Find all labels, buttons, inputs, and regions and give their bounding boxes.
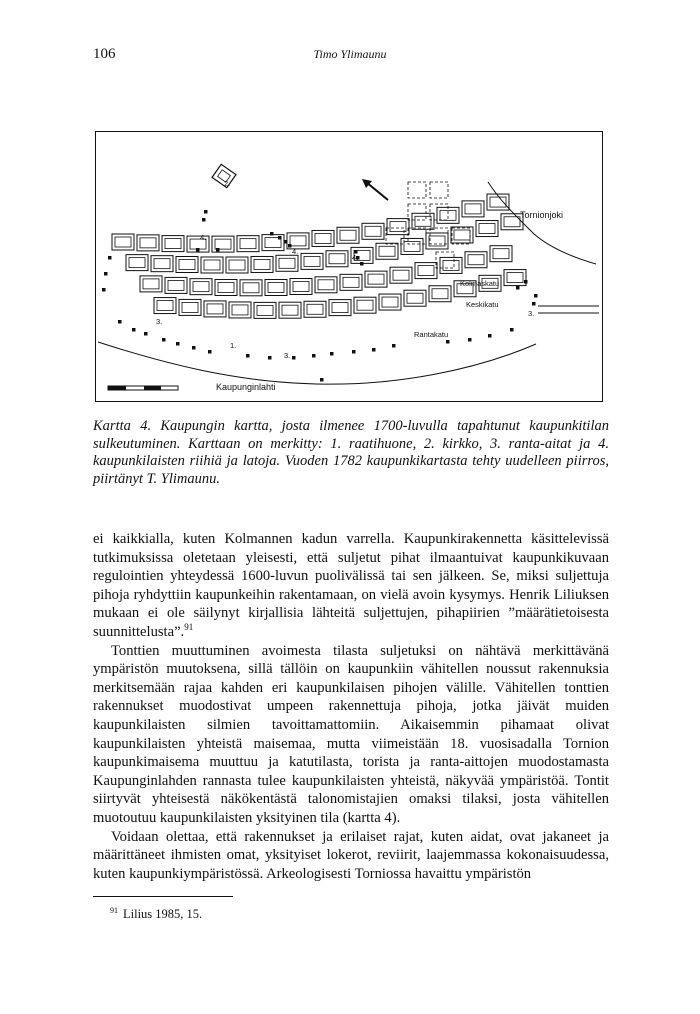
- marker-3-east: 3.: [528, 309, 535, 318]
- block-courtyard: [254, 259, 270, 269]
- building-block: [165, 277, 187, 293]
- block-courtyard: [140, 238, 156, 248]
- block-courtyard: [368, 274, 384, 284]
- hut: [534, 294, 538, 298]
- figure-caption: Kartta 4. Kaupungin kartta, josta ilmenee 1700-luvulla tapahtunut kaupunkitilan sulkeutuminen. Karttaan on merkitty: 1. raatihuone, 2. kirkko, 3. ranta-aitat ja 4. kaupunkilaisten riihiä ja latoja. Vuoden 1782 kaupunkikartasta tehty uudelleen piirros, piirtänyt T. Ylimaunu.: [93, 418, 609, 487]
- block-courtyard: [393, 270, 409, 280]
- hut: [246, 354, 250, 358]
- footnote-text: Lilius 1985, 15.: [123, 907, 203, 922]
- block-courtyard: [429, 236, 445, 246]
- building-block: [265, 279, 287, 295]
- block-courtyard: [293, 282, 309, 292]
- hut: [268, 356, 272, 360]
- building-block: [490, 246, 512, 262]
- building-block: [312, 230, 334, 246]
- building-block: [415, 263, 437, 279]
- building-block: [176, 256, 198, 272]
- building-block: [465, 252, 487, 268]
- block-courtyard: [154, 259, 170, 269]
- north-arrow: [362, 179, 388, 200]
- planned-plot: [408, 204, 426, 220]
- block-courtyard: [268, 282, 284, 292]
- hut: [192, 346, 196, 350]
- building-block: [154, 298, 176, 314]
- building-block: [437, 207, 459, 223]
- running-head-author: Timo Ylimaunu: [313, 47, 387, 61]
- building-block: [140, 276, 162, 292]
- footnote: [110, 906, 202, 922]
- block-courtyard: [218, 282, 234, 292]
- label-kolmaskatu: Kolmaskatu: [460, 279, 500, 288]
- label-keskikatu: Keskikatu: [466, 300, 499, 309]
- building-block: [301, 253, 323, 269]
- hut: [216, 248, 220, 252]
- planned-plot: [430, 182, 448, 198]
- building-block: [429, 286, 451, 302]
- block-courtyard: [357, 300, 373, 310]
- hut: [118, 320, 122, 324]
- block-courtyard: [365, 226, 381, 236]
- block-courtyard: [204, 260, 220, 270]
- hut: [468, 338, 472, 342]
- building-block: [329, 300, 351, 316]
- planned-plot: [430, 204, 448, 220]
- block-courtyard: [382, 297, 398, 307]
- hut: [312, 354, 316, 358]
- hut: [102, 288, 106, 292]
- block-courtyard: [143, 279, 159, 289]
- hut: [524, 280, 528, 284]
- block-courtyard: [332, 303, 348, 313]
- page-header: [93, 46, 607, 66]
- building-block: [162, 236, 184, 252]
- town-map-figure: [95, 131, 603, 402]
- block-courtyard: [465, 204, 481, 214]
- building-block: [201, 257, 223, 273]
- building-block: [304, 301, 326, 317]
- page-number: 106: [93, 46, 116, 62]
- marker-4-west: 4.: [200, 233, 207, 242]
- building-block: [426, 233, 448, 249]
- block-courtyard: [129, 258, 145, 268]
- marker-3-south: 3.: [284, 351, 291, 360]
- hut: [446, 340, 450, 344]
- building-block: [354, 297, 376, 313]
- building-block: [204, 301, 226, 317]
- hut: [202, 218, 206, 222]
- block-courtyard: [468, 255, 484, 265]
- block-courtyard: [479, 224, 495, 234]
- block-courtyard: [115, 237, 131, 247]
- hut: [144, 332, 148, 336]
- building-block: [215, 279, 237, 295]
- hut: [196, 248, 200, 252]
- block-courtyard: [340, 230, 356, 240]
- marker-1: 1.: [230, 341, 237, 350]
- block-courtyard: [207, 304, 223, 314]
- paragraph-2: Tonttien muuttuminen avoimesta tilasta suljetuksi on nähtävä merkittävänä ympäristön muutoksena, sillä tällöin on kaupunkiin vähitellen noussut rakennuksia merkitsemään rajaa kahden eri kaupunkilaisen pihojen välille. Vähitellen tonttien rakennukset muodostivat umpeen rakennettuja pihoja, jotka jäivät muiden kaupunkilaisten silmien tavoittamattomiin. Aikaisemmin pihamaat olivat kaupunkilaisten yhteistä maisemaa, mutta viimeistään 18. vuosisadalla Tornion kaupunkimaisema muuttuu ja katutilasta, torista ja ranta-aittojen muodostamasta Kaupunginlahden rannasta tulee kaupunkilaisten yhteistä, näkyvää ympäristöä. Tontit siirtyvät yhteisestä näkökentästä talonomistajien omaksi tilaksi, josta vähitellen muotoutuu kaupunkilaisten yksityinen tila (kartta 4).: [93, 642, 609, 826]
- hut: [104, 272, 108, 276]
- paragraph-1: ei kaikkialla, kuten Kolmannen kadun varrella. Kaupunkirakennetta käsittelevissä tutkimuksissa oletetaan yleisesti, että suljetut pihat ilmaantuivat kaupunkikuvaan regulointien yhteydessä 1600-luvun puolivälissä tai sen jälkeen. Se, miksi suljettuja pihoja ryhdyttiin kaupunkeihin rakentamaan, on vielä avoin kysymys. Henrik Liliuksen mukaan ei ole säilynyt kirjallisia lähteitä suljettujen, pihapiirien ”määrätietoisesta suunnittelusta”.$^{91}$: [93, 531, 609, 640]
- building-block: [290, 279, 312, 295]
- block-courtyard: [290, 236, 306, 246]
- hut: [284, 240, 288, 244]
- hut: [352, 350, 356, 354]
- hut: [392, 344, 396, 348]
- block-courtyard: [304, 256, 320, 266]
- building-block: [387, 219, 409, 235]
- planned-plot: [452, 228, 470, 244]
- hut: [510, 328, 514, 332]
- block-courtyard: [193, 282, 209, 292]
- hut: [208, 350, 212, 354]
- scale-bar: [108, 386, 178, 390]
- building-block: [462, 201, 484, 217]
- building-block: [362, 223, 384, 239]
- block-courtyard: [165, 239, 181, 249]
- marker-4-center: 4.: [292, 247, 299, 256]
- block-courtyard: [443, 260, 459, 270]
- block-courtyard: [418, 266, 434, 276]
- footnote-reference[interactable]: 91: [184, 622, 194, 633]
- block-courtyard: [232, 305, 248, 315]
- building-block: [179, 299, 201, 315]
- building-block: [315, 277, 337, 293]
- label-tornionjoki: Tornionjoki: [520, 210, 564, 220]
- building-block: [504, 270, 526, 286]
- building-block: [229, 302, 251, 318]
- block-courtyard: [168, 280, 184, 290]
- hut: [108, 256, 112, 260]
- building-block: [279, 302, 301, 318]
- block-courtyard: [279, 258, 295, 268]
- block-courtyard: [229, 260, 245, 270]
- hut: [532, 302, 536, 306]
- block-courtyard: [182, 302, 198, 312]
- label-rantakatu: Rantakatu: [414, 330, 449, 339]
- building-block: [337, 227, 359, 243]
- building-block: [326, 251, 348, 267]
- building-block: [226, 257, 248, 273]
- building-block: [212, 236, 234, 252]
- hut: [204, 210, 208, 214]
- block-courtyard: [454, 230, 470, 240]
- building-block: [376, 243, 398, 259]
- shoreline-bay: [98, 342, 536, 384]
- planned-plot: [436, 252, 454, 268]
- building-block: [112, 234, 134, 250]
- building-block: [440, 257, 462, 273]
- block-courtyard: [315, 233, 331, 243]
- building-block: [190, 279, 212, 295]
- block-courtyard: [179, 259, 195, 269]
- building-block: [390, 267, 412, 283]
- marker-4-east: 4.: [352, 253, 359, 262]
- block-courtyard: [415, 216, 431, 226]
- body-text: [93, 530, 609, 883]
- building-blocks: [112, 194, 526, 318]
- building-block: [240, 280, 262, 296]
- building-block: [151, 256, 173, 272]
- block-courtyard: [343, 277, 359, 287]
- building-block: [404, 290, 426, 306]
- hut: [288, 244, 292, 248]
- hut: [516, 286, 520, 290]
- block-courtyard: [282, 305, 298, 315]
- building-block: [126, 255, 148, 271]
- hut: [360, 262, 364, 266]
- building-block: [412, 213, 434, 229]
- block-courtyard: [307, 304, 323, 314]
- footnote-divider: [93, 896, 233, 897]
- building-block: [365, 271, 387, 287]
- block-courtyard: [432, 289, 448, 299]
- building-block: [476, 221, 498, 237]
- block-courtyard: [407, 293, 423, 303]
- block-courtyard: [215, 239, 231, 249]
- block-courtyard: [157, 301, 173, 311]
- label-kaupunginlahti: Kaupunginlahti: [216, 382, 276, 392]
- block-courtyard: [257, 305, 273, 315]
- block-courtyard: [493, 249, 509, 259]
- town-map: [96, 132, 601, 400]
- planned-plots: [386, 182, 470, 268]
- building-block: [340, 274, 362, 290]
- hut: [330, 352, 334, 356]
- hut: [176, 342, 180, 346]
- pier: [538, 306, 599, 313]
- hut: [488, 334, 492, 338]
- block-courtyard: [507, 273, 523, 283]
- hut: [278, 236, 282, 240]
- hut: [372, 348, 376, 352]
- hut: [270, 232, 274, 236]
- hut: [162, 338, 166, 342]
- footnote-number: 91: [110, 906, 118, 915]
- marker-2: 2.: [224, 179, 231, 188]
- building-block: [237, 236, 259, 252]
- building-block: [251, 256, 273, 272]
- building-block: [137, 235, 159, 251]
- planned-plot: [408, 182, 426, 198]
- block-courtyard: [329, 254, 345, 264]
- block-courtyard: [240, 239, 256, 249]
- block-courtyard: [404, 241, 420, 251]
- hut: [132, 328, 136, 332]
- marker-3-west: 3.: [156, 317, 163, 326]
- building-block: [276, 255, 298, 271]
- paragraph-3: Voidaan olettaa, että rakennukset ja erilaiset rajat, kuten aidat, ovat jakaneet ja määrittäneet ihmisten omat, yksityiset lokerot, reviirit, laajemmassa kokonaisuudessa, kuten kaupunkiympäristössä. Arkeologisesti Torniossa havaittu ympäristön: [93, 828, 609, 882]
- building-block: [254, 302, 276, 318]
- hut: [292, 356, 296, 360]
- hut: [320, 378, 324, 382]
- block-courtyard: [379, 246, 395, 256]
- block-courtyard: [243, 283, 259, 293]
- block-courtyard: [318, 280, 334, 290]
- building-block: [379, 294, 401, 310]
